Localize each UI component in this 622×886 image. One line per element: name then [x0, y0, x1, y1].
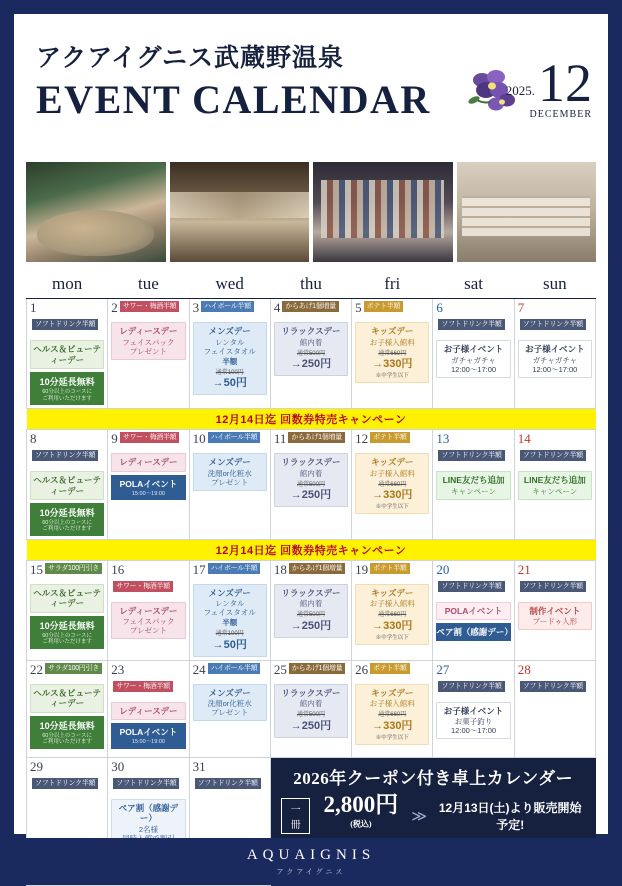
event-box — [355, 584, 429, 645]
event-box — [355, 453, 429, 514]
event-subtitle: 館内着 — [299, 699, 323, 709]
calendar-header-row — [27, 272, 596, 299]
calendar-day-cell — [108, 660, 189, 757]
calendar-day-cell — [433, 299, 514, 409]
event-title: お子様イベント — [443, 344, 504, 354]
calendar-day-cell — [514, 429, 595, 539]
event-subtitle: ガチャガチャ 12:00〜17:00 — [451, 355, 497, 374]
original-price: 通常500円 — [296, 481, 325, 488]
calendar-day-cell — [108, 299, 189, 409]
calendar-day-cell — [352, 560, 433, 660]
daily-drink-tag: サラダ100円引き — [45, 663, 102, 674]
calendar-day-cell — [189, 660, 270, 757]
promo-arrow-icon: ≫ — [411, 807, 427, 825]
event-title: リラックスデー — [281, 587, 341, 598]
event-note: ※中学生以下 — [375, 372, 409, 379]
day-number: 27 — [436, 661, 450, 677]
day-number: 13 — [436, 430, 450, 446]
event-subtitle: お菓子釣り 12:00〜17:00 — [451, 717, 497, 736]
event-title: ペア割（感謝デー） — [118, 802, 179, 824]
poster-sheet — [14, 14, 608, 876]
photo-strip — [26, 162, 596, 262]
calendar-day-cell — [352, 429, 433, 539]
daily-drink-tag: サワー・梅酒半額 — [120, 432, 180, 443]
calendar-day-cell — [270, 560, 351, 660]
day-number: 20 — [436, 561, 450, 577]
daily-drink-tag: ソフトドリンク半額 — [438, 581, 504, 592]
event-subtitle: 洗顔or化粧水 プレゼント — [207, 699, 252, 718]
calendar-week-row — [27, 299, 596, 409]
extension-free-badge: 10分延長無料 60分以上のコースに ご利用いただけます — [30, 372, 104, 405]
photo-shop-textiles — [313, 162, 453, 262]
event-title: レディースデー — [119, 605, 178, 616]
photo-shop-shelves — [457, 162, 597, 262]
event-title: ヘルス＆ビューティーデー — [33, 344, 102, 365]
daily-drink-tag: ポテト半額 — [370, 432, 410, 443]
event-box — [518, 340, 592, 378]
site-title: アクアイグニス武蔵野温泉 — [36, 45, 345, 72]
day-number: 7 — [517, 300, 525, 315]
calendar-week-row — [27, 429, 596, 539]
calendar-day-cell — [270, 299, 351, 409]
discount-price: →330円 — [372, 489, 413, 501]
event-title: POLAイベント — [444, 605, 503, 616]
event-box — [193, 584, 267, 657]
day-number: 28 — [517, 661, 531, 677]
event-title: メンズデー — [208, 326, 251, 336]
extension-free-badge: 10分延長無料 60分以上のコースに ご利用いただけます — [30, 503, 104, 536]
pair-discount-badge: ペア割（感謝デー） — [436, 623, 510, 641]
event-subtitle: 2名様 — [138, 824, 158, 834]
event-box — [30, 684, 104, 713]
daily-drink-tag: ソフトドリンク半額 — [520, 681, 586, 692]
campaign-banner-row — [27, 408, 596, 429]
event-box — [274, 453, 348, 507]
discount-price: →250円 — [290, 489, 332, 501]
discount-price: →330円 — [372, 719, 413, 732]
weekday-wed: wed — [189, 272, 270, 299]
original-price: 通常500円 — [296, 712, 325, 719]
event-calendar — [26, 272, 596, 886]
event-subtitle: お子様入館料 — [369, 337, 415, 347]
discount-price: →50円 — [212, 638, 247, 651]
event-box — [274, 322, 348, 376]
calendar-week-row — [27, 560, 596, 660]
day-number: 10 — [192, 430, 206, 446]
calendar-day-cell — [433, 560, 514, 660]
weekday-tue: tue — [108, 272, 189, 299]
daily-drink-tag: ソフトドリンク半額 — [438, 681, 504, 692]
event-subtitle: ブードゥ人形 — [532, 617, 578, 627]
event-box — [274, 684, 348, 738]
event-title: リラックスデー — [281, 456, 341, 467]
day-number: 11 — [273, 430, 287, 446]
event-title: キッズデー — [371, 687, 414, 698]
weekday-thu: thu — [270, 272, 351, 299]
date-block — [505, 53, 592, 121]
event-title: レディースデー — [119, 705, 178, 716]
event-title: リラックスデー — [281, 326, 341, 336]
original-price: 通常660円 — [378, 612, 407, 619]
ticket-campaign-banner: 12月14日迄 回数券特売キャンペーン — [27, 540, 596, 560]
calendar-week-row — [27, 660, 596, 757]
calendar-day-cell — [514, 560, 595, 660]
poster-header — [26, 38, 596, 160]
day-number: 2 — [111, 300, 118, 315]
calendar-day-cell — [352, 299, 433, 409]
day-number: 6 — [436, 300, 443, 315]
event-box — [193, 322, 267, 395]
event-highlight: 半額 — [222, 618, 238, 628]
original-price: 通常500円 — [296, 350, 325, 357]
pola-event-badge: POLAイベント 15:00〜19:00 — [111, 475, 185, 500]
event-title: キッズデー — [371, 456, 414, 467]
event-title: リラックスデー — [281, 687, 341, 698]
calendar-body — [27, 299, 596, 886]
event-subtitle: キャンペーン — [532, 486, 578, 496]
calendar-day-cell — [27, 560, 108, 660]
event-title: LINE友だち追加 — [523, 474, 586, 485]
event-title: お子様イベント — [443, 705, 504, 716]
event-note: ※中学生以下 — [375, 734, 409, 741]
event-box — [30, 584, 104, 613]
calendar-day-cell — [189, 429, 270, 539]
daily-drink-tag: ハイボール半額 — [208, 432, 261, 443]
pola-event-badge: POLAイベント 15:00〜19:00 — [111, 723, 185, 748]
daily-drink-tag: からあげ1個増量 — [282, 301, 339, 312]
daily-drink-tag: ポテト半額 — [364, 301, 404, 312]
event-subtitle: レンタル フェイスタオル — [203, 337, 256, 356]
discount-price: →250円 — [290, 358, 332, 371]
event-title: ヘルス＆ビューティーデー — [33, 687, 102, 709]
day-number: 17 — [192, 561, 206, 577]
daily-drink-tag: ソフトドリンク半額 — [195, 778, 261, 789]
month-number: 12 — [538, 53, 592, 113]
event-box — [111, 322, 185, 360]
daily-drink-tag: からあげ1個増量 — [288, 432, 345, 443]
daily-drink-tag: サワー・梅酒半額 — [113, 581, 173, 592]
discount-price: →330円 — [372, 619, 413, 632]
event-box — [111, 453, 185, 472]
event-title: キッズデー — [371, 326, 414, 336]
promo-unit: 一冊 — [281, 798, 311, 834]
calendar-day-cell — [433, 429, 514, 539]
day-number: 29 — [30, 758, 43, 774]
calendar-day-cell — [108, 429, 189, 539]
day-number: 5 — [355, 300, 362, 315]
event-subtitle: お子様入館料 — [369, 468, 415, 478]
event-title: レディースデー — [119, 456, 178, 467]
promo-onsale-note: 12月13日(土)より販売開始予定! — [438, 800, 582, 832]
year-label: 2025. — [505, 83, 535, 99]
daily-drink-tag: ポテト半額 — [370, 563, 410, 574]
event-box — [111, 702, 185, 721]
day-number: 4 — [273, 300, 281, 315]
day-number: 30 — [111, 758, 125, 774]
calendar-day-cell — [27, 429, 108, 539]
event-box — [193, 684, 267, 722]
weekday-fri: fri — [352, 272, 433, 299]
event-note: ※中学生以下 — [375, 503, 409, 510]
daily-drink-tag: ハイボール半額 — [201, 301, 254, 312]
event-title: キッズデー — [371, 587, 414, 598]
event-box — [193, 453, 267, 491]
daily-drink-tag: サラダ100円引き — [45, 563, 102, 574]
event-box — [518, 602, 592, 631]
event-title: お子様イベント — [525, 344, 585, 354]
calendar-day-cell — [27, 660, 108, 757]
event-title: メンズデー — [208, 587, 251, 598]
original-price: 通常100円 — [215, 369, 244, 376]
promo-tax: (税込) — [350, 818, 372, 828]
daily-drink-tag: ソフトドリンク半額 — [520, 450, 586, 461]
event-title: 制作イベント — [529, 605, 581, 616]
day-number: 3 — [192, 300, 200, 315]
photo-sauna-interior — [170, 162, 310, 262]
daily-drink-tag: ソフトドリンク半額 — [520, 581, 586, 592]
calendar-day-cell — [108, 560, 189, 660]
daily-drink-tag: からあげ1個増量 — [289, 663, 346, 674]
day-number: 24 — [192, 661, 206, 677]
daily-drink-tag: ハイボール半額 — [208, 563, 261, 574]
original-price: 通常100円 — [215, 631, 244, 638]
calendar-day-cell — [514, 660, 595, 757]
event-box — [274, 584, 348, 638]
event-subtitle: 館内着 — [299, 468, 323, 478]
calendar-day-cell — [514, 299, 595, 409]
discount-price: →330円 — [372, 358, 413, 371]
daily-drink-tag: ソフトドリンク半額 — [32, 450, 98, 461]
event-subtitle: ガチャガチャ 12:00〜17:00 — [532, 355, 578, 374]
daily-drink-tag: ハイボール半額 — [208, 663, 261, 674]
event-box — [30, 340, 104, 369]
daily-drink-tag: ソフトドリンク半額 — [438, 319, 504, 330]
event-subtitle: 館内着 — [299, 337, 323, 347]
event-title: ヘルス＆ビューティーデー — [33, 587, 102, 609]
discount-price: →50円 — [212, 377, 247, 390]
campaign-banner-row — [27, 539, 596, 560]
event-title: レディースデー — [119, 326, 178, 336]
day-number: 18 — [273, 561, 287, 577]
daily-drink-tag: ソフトドリンク半額 — [32, 319, 98, 330]
daily-drink-tag: ポテト半額 — [370, 663, 410, 674]
calendar-day-cell — [270, 429, 351, 539]
event-box — [436, 471, 510, 500]
event-subtitle: 洗顔or化粧水 プレゼント — [207, 468, 252, 487]
weekday-sat: sat — [433, 272, 514, 299]
extension-free-badge: 10分延長無料 60分以上のコースに ご利用いただけます — [30, 716, 104, 749]
event-subtitle: お子様入館料 — [369, 699, 415, 709]
daily-drink-tag: サワー・梅酒半額 — [113, 681, 173, 692]
event-box — [436, 340, 510, 378]
day-number: 23 — [111, 661, 125, 677]
event-box — [30, 471, 104, 500]
event-subtitle: キャンペーン — [451, 486, 496, 496]
brand-logo-jp: アクアイグニス — [276, 868, 346, 876]
promo-title: 2026年クーポン付き卓上カレンダー — [293, 768, 574, 788]
photo-onsen-bath — [26, 162, 166, 262]
daily-drink-tag: からあげ1個増量 — [289, 563, 346, 574]
original-price: 通常660円 — [378, 350, 407, 357]
extension-free-badge: 10分延長無料 60分以上のコースに ご利用いただけます — [30, 616, 104, 649]
brand-logo: AQUAIGNIS — [246, 846, 376, 863]
day-number: 12 — [355, 430, 369, 446]
event-subtitle: フェイスパック プレゼント — [122, 617, 175, 636]
daily-drink-tag: ソフトドリンク半額 — [113, 778, 179, 789]
original-price: 通常660円 — [378, 481, 407, 488]
weekday-mon: mon — [27, 272, 108, 299]
calendar-day-cell — [189, 560, 270, 660]
event-title: メンズデー — [208, 456, 251, 467]
day-number: 1 — [30, 300, 37, 315]
calendar-day-cell — [270, 660, 351, 757]
day-number: 9 — [111, 430, 118, 446]
daily-drink-tag: ソフトドリンク半額 — [520, 319, 586, 330]
day-number: 15 — [30, 561, 43, 577]
event-box — [518, 471, 592, 500]
original-price: 通常660円 — [378, 712, 407, 719]
day-number: 31 — [192, 758, 206, 774]
weekday-sun: sun — [514, 272, 595, 299]
event-subtitle: フェイスパック プレゼント — [122, 337, 175, 356]
event-box — [111, 602, 185, 640]
event-box — [436, 702, 510, 740]
event-highlight: 半額 — [222, 356, 238, 366]
calendar-day-cell — [433, 660, 514, 757]
page-title: EVENT CALENDAR — [36, 77, 431, 122]
day-number: 19 — [355, 561, 369, 577]
daily-drink-tag: サワー・梅酒半額 — [120, 301, 180, 312]
day-number: 14 — [517, 430, 531, 446]
calendar-day-cell — [27, 299, 108, 409]
day-number: 26 — [355, 661, 369, 677]
event-box — [436, 602, 510, 621]
event-title: ヘルス＆ビューティーデー — [33, 474, 102, 496]
ticket-campaign-banner: 12月14日迄 回数券特売キャンペーン — [27, 409, 596, 429]
daily-drink-tag: ソフトドリンク半額 — [438, 450, 504, 461]
day-number: 8 — [30, 430, 37, 446]
event-title: LINE友だち追加 — [442, 474, 505, 485]
day-number: 21 — [517, 561, 531, 577]
daily-drink-tag: ソフトドリンク半額 — [32, 778, 98, 789]
day-number: 22 — [30, 661, 43, 677]
original-price: 通常500円 — [296, 612, 325, 619]
discount-price: →250円 — [290, 619, 332, 632]
promo-price: 2,800円$^{(税込)}$ — [323, 791, 399, 828]
month-name: DECEMBER — [529, 109, 592, 121]
event-box — [355, 684, 429, 745]
event-subtitle: 館内着 — [299, 599, 323, 609]
day-number: 25 — [273, 661, 287, 677]
event-box — [355, 322, 429, 383]
day-number: 16 — [111, 561, 125, 577]
discount-price: →250円 — [290, 719, 332, 732]
event-note: ※中学生以下 — [375, 634, 409, 641]
event-subtitle: お子様入館料 — [369, 599, 415, 609]
calendar-day-cell — [189, 299, 270, 409]
poster-footer — [14, 838, 608, 885]
calendar-day-cell — [352, 660, 433, 757]
event-subtitle: レンタル フェイスタオル — [203, 599, 256, 618]
event-title: メンズデー — [208, 687, 251, 698]
